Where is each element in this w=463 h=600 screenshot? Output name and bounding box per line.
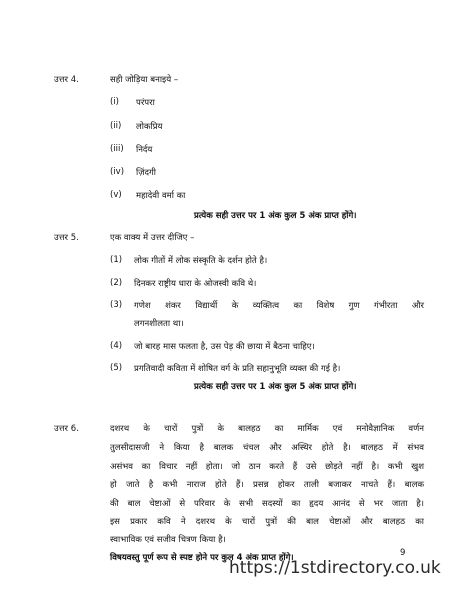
item-text-continued: लगनशीलता था। (134, 319, 184, 329)
item-number: (1) (110, 255, 123, 265)
item-text: जो बारह मास फलता है, उस पेड़ की छाया में बैठना चाहिए। (134, 342, 315, 352)
answer-6-marks: विषयवस्तु पूर्ण रूप से स्पष्ट होने पर कुल 4 अंक प्राप्त होंगे। (110, 553, 294, 563)
item-text: गणेश शंकर विद्यार्थी के व्यक्तित्व का विशेष गुण गंभीरता और (134, 301, 424, 311)
answer-5-heading: एक वाक्य में उत्तर दीजिए – (110, 233, 195, 243)
item-number: (5) (110, 363, 123, 373)
answer-6-label: उत्तर 6. (54, 424, 79, 434)
item-text: दिनकर राष्ट्रीय धारा के ओजस्वी कवि थे। (134, 279, 257, 289)
paragraph-line: हो जाते है कभी नाराज होते हैं। प्रसन्न होकर ताली बजाकर नाचते हैं। बालक (110, 480, 424, 490)
answer-4-label: उत्तर 4. (54, 75, 79, 85)
paragraph-line: दशरथ के चारों पुत्रों के बालहठ का मार्मिक एवं मनोवैज्ञानिक वर्णन (110, 424, 424, 434)
item-text: लोकप्रिय (136, 122, 163, 132)
paragraph-line: तुलसीदासजी ने किया है बालक चंचल और अस्थिर होते है। बालहठ में संभव (110, 443, 424, 453)
item-text: महादेवी वर्मा का (136, 191, 186, 201)
item-number: (2) (110, 278, 123, 288)
paragraph-line: स्वाभाविक एवं सजीव चित्रण किया है। (110, 535, 226, 545)
item-number: (4) (110, 341, 123, 351)
item-text: प्रगतिवादी कविता में शोषित वर्ग के प्रति सहानुभूति व्यक्त की गई है। (134, 364, 341, 374)
paragraph-line: की बाल चेष्टाओं से परिवार के सभी सदस्यों का हृदय आनंद से भर जाता है। (110, 499, 424, 509)
item-text: परंपरा (136, 98, 155, 108)
item-number: (iii) (110, 144, 124, 154)
paragraph-line: असंभव का विचार नहीं होता। जो ठान करते हैं उसे छोड़ते नहीं है। कभी खुश (110, 462, 424, 472)
answer-5-marks: प्रत्येक सही उत्तर पर 1 अंक कुल 5 अंक प्राप्त होंगे। (194, 382, 357, 392)
answer-4-heading: सही जोड़िया बनाइये – (110, 75, 179, 85)
item-number: (v) (110, 190, 122, 200)
item-text: ज़िंदगी (136, 168, 157, 178)
watermark-url: https://1stdirectory.co.uk (229, 558, 441, 578)
item-number: (iv) (110, 167, 125, 177)
paragraph-line: इस प्रकार कवि ने दशरथ के चारों पुत्रों की बाल चेष्टाओं और बालहठ का (110, 517, 424, 527)
item-number: (3) (110, 300, 123, 310)
page-number: 9 (400, 548, 406, 558)
item-text: लोक गीतों में लोक संस्कृति के दर्शन होते है। (134, 256, 268, 266)
answer-5-label: उत्तर 5. (54, 233, 79, 243)
answer-4-marks: प्रत्येक सही उत्तर पर 1 अंक कुल 5 अंक प्राप्त होंगे। (194, 211, 357, 221)
item-text: निर्दय (136, 145, 153, 155)
item-number: (i) (110, 97, 119, 107)
item-number: (ii) (110, 121, 122, 131)
